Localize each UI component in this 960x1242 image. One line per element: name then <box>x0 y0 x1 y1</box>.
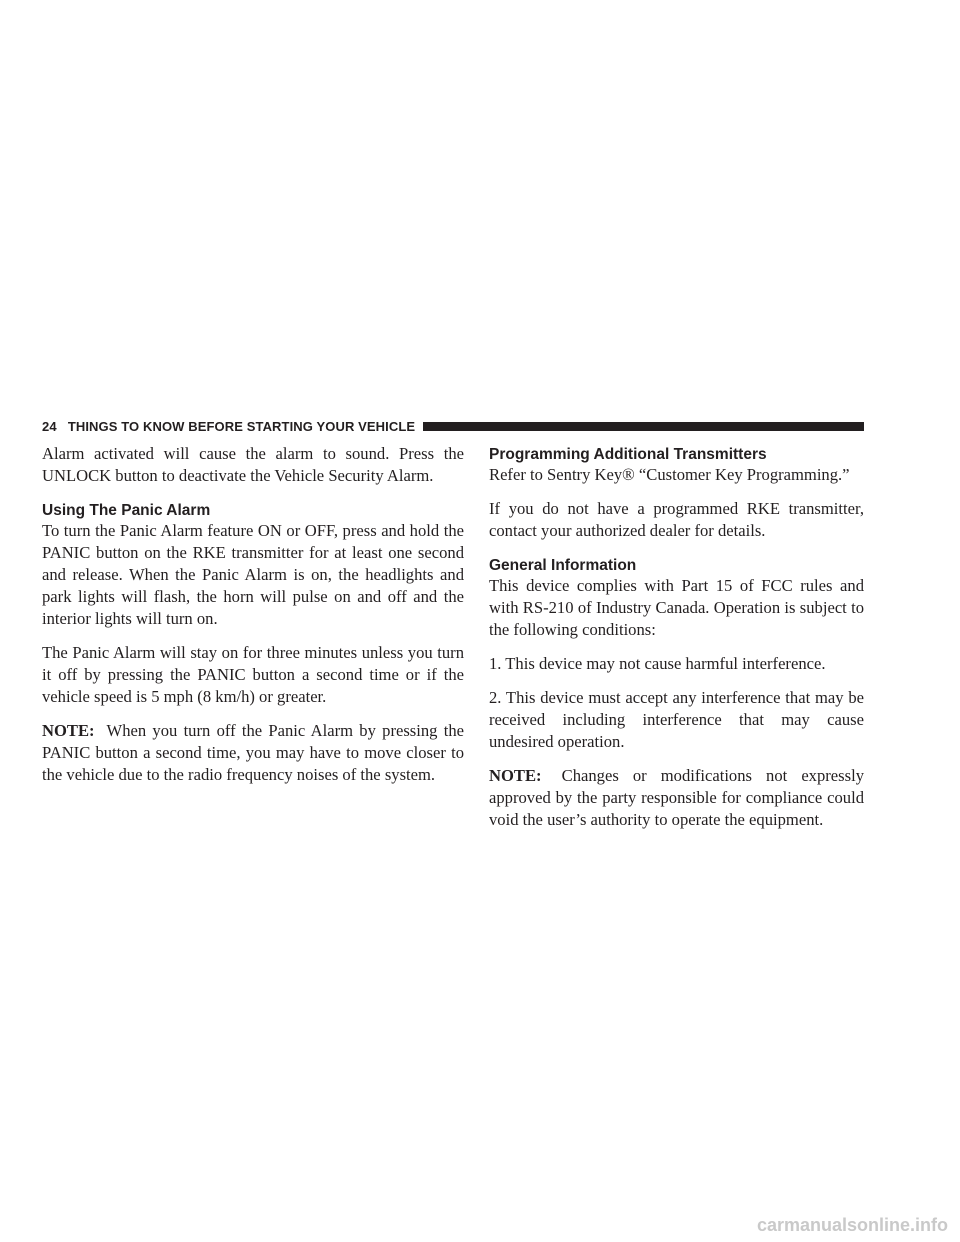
panic-alarm-note <box>42 720 464 786</box>
note-label: NOTE: <box>42 721 95 740</box>
note-label: NOTE: <box>489 766 542 785</box>
right-column <box>489 443 864 843</box>
page-header <box>42 418 864 434</box>
section-title: THINGS TO KNOW BEFORE STARTING YOUR VEHICLE <box>67 418 416 434</box>
programming-heading: Programming Additional Transmitters <box>489 446 767 463</box>
site-watermark: carmanualsonline.info <box>756 1215 948 1235</box>
fcc-condition-1: 1. This device may not cause harmful interference. <box>489 654 826 673</box>
general-information-paragraph: This device complies with Part 15 of FCC rules and with RS-210 of Industry Canada. Operation is subject to the following conditions: <box>489 576 864 639</box>
page-header-text <box>42 419 415 434</box>
programming-paragraph-1: Refer to Sentry Key® “Customer Key Programming.” <box>489 465 850 484</box>
header-rule <box>423 422 864 431</box>
fcc-condition-2: 2. This device must accept any interference that may be received including interference that may cause undesired operation. <box>489 688 864 751</box>
programming-paragraph-2: If you do not have a programmed RKE transmitter, contact your authorized dealer for details. <box>489 499 864 540</box>
note-text: Changes or modifications not expressly approved by the party responsible for compliance could void the user’s authority to operate the equipment. <box>489 766 864 829</box>
panic-alarm-heading: Using The Panic Alarm <box>42 502 211 519</box>
alarm-intro-paragraph: Alarm activated will cause the alarm to sound. Press the UNLOCK button to deactivate the Vehicle Security Alarm. <box>42 444 464 485</box>
fcc-note <box>489 765 864 831</box>
note-text: When you turn off the Panic Alarm by pressing the PANIC button a second time, you may have to move closer to the vehicle due to the radio frequency noises of the system. <box>42 721 464 784</box>
left-column <box>42 443 464 798</box>
panic-alarm-paragraph-2: The Panic Alarm will stay on for three minutes unless you turn it off by pressing the PANIC button a second time or if the vehicle speed is 5 mph (8 km/h) or greater. <box>42 643 464 706</box>
general-information-heading: General Information <box>489 557 637 574</box>
page-number: 24 <box>42 418 57 434</box>
panic-alarm-paragraph-1: To turn the Panic Alarm feature ON or OFF, press and hold the PANIC button on the RKE transmitter for at least one second and release. When the Panic Alarm is on, the headlights and park lights will flash, the horn will pulse on and off and the interior lights will turn on. <box>42 521 464 628</box>
